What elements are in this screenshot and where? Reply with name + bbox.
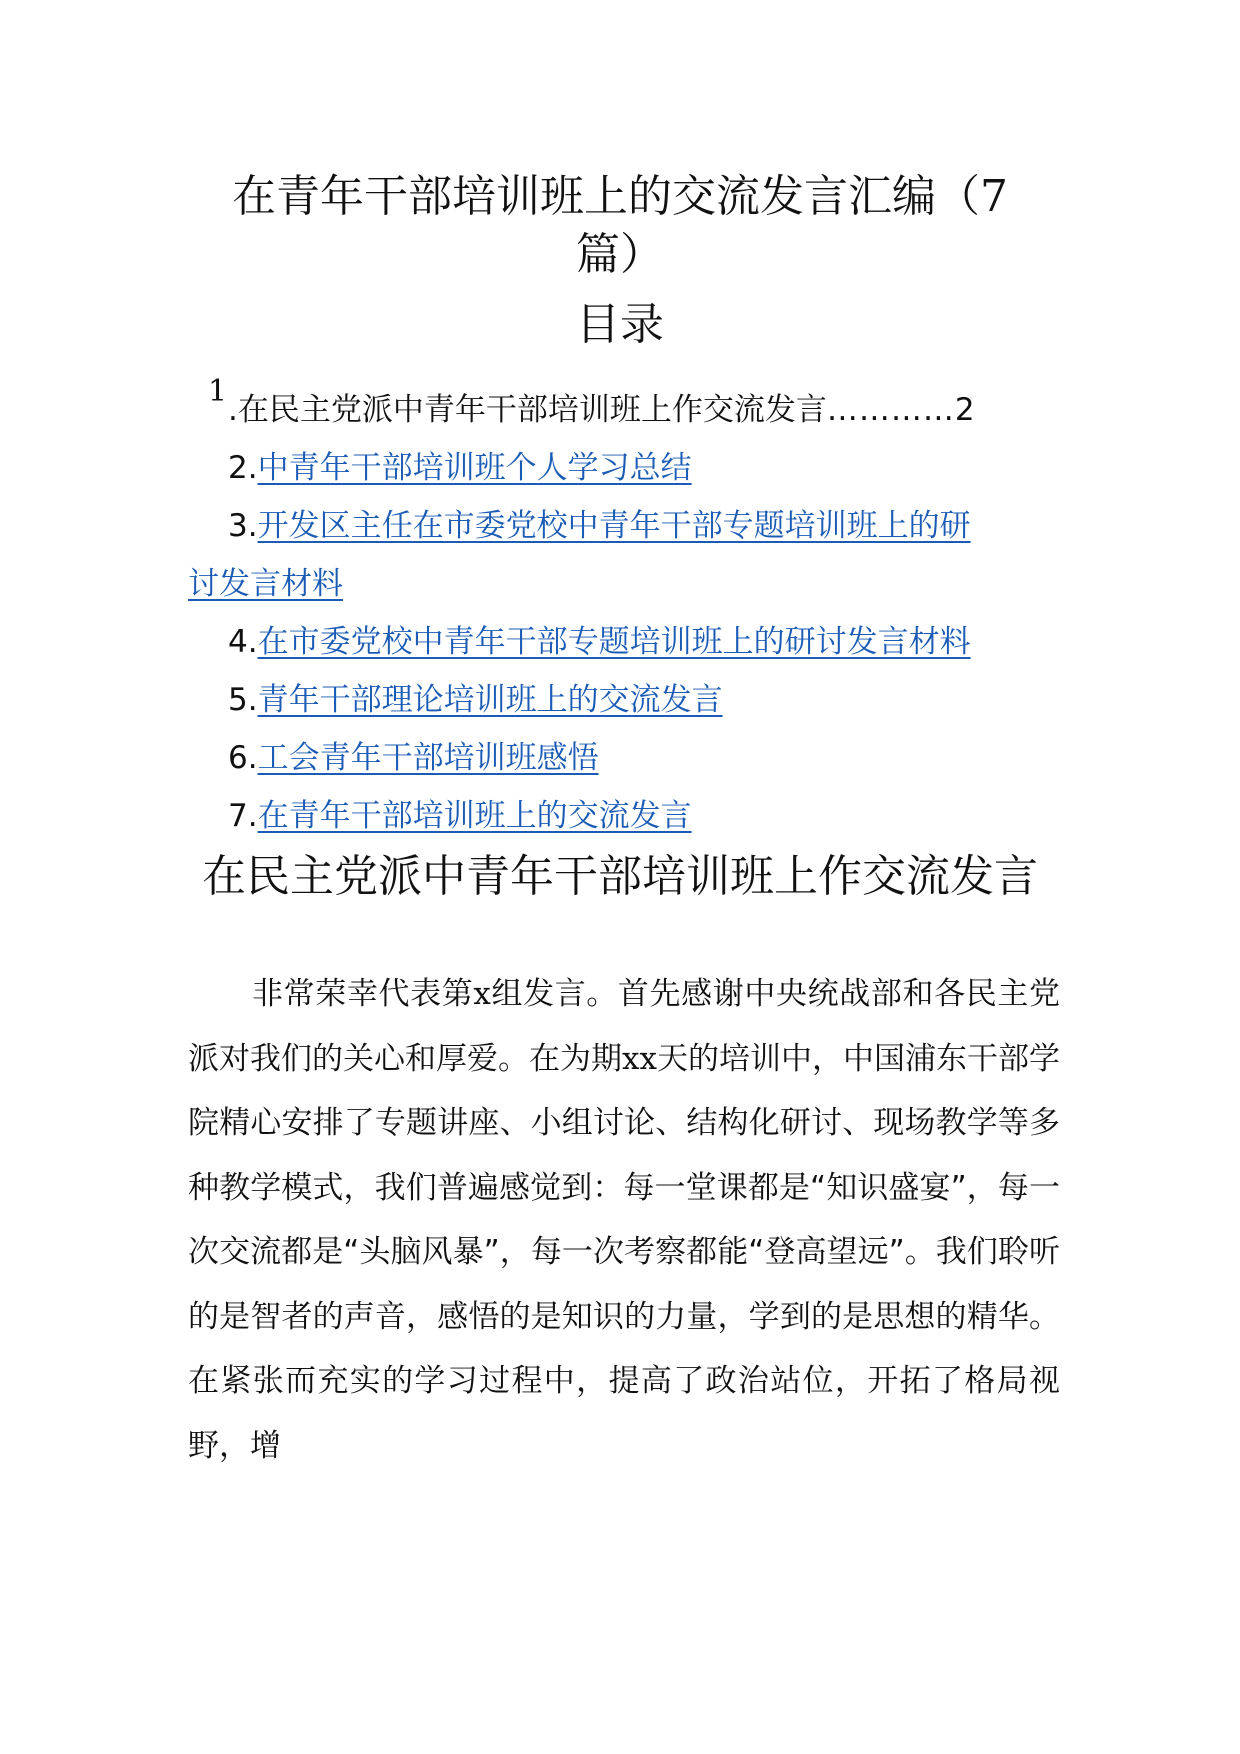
toc-item-2 <box>188 436 1060 500</box>
toc-item-2-number: 2. <box>228 450 258 486</box>
body-text-part3: 天的培训中，中国浦东干部学院精心安排了专题讲座、小组讨论、结构化研讨、现场教学等多种教学模式，我们普遍感觉到：每一堂课都是“知识盛宴”，每一次交流都是“头脑风暴”，每一次考察都能“登高望远”。我们聆听的是智者的声音，感悟的是知识的力量，学到的是思想的精华。在紧张而充实的学习过程中，提高了政治站位，开拓了格局视野，增 <box>188 1040 1060 1464</box>
body-text-part2: 组发言。首先感谢中央统战部和各民主党派对我们的关心和厚爱。在为期 <box>188 976 1060 1077</box>
toc-item-7-number: 7. <box>228 798 258 834</box>
title-text-part2: 篇） <box>576 229 664 280</box>
toc-item-4-link[interactable]: 在市委党校中青年干部专题培训班上的研讨发言材料 <box>257 624 971 660</box>
toc-item-1[interactable] <box>188 378 1060 442</box>
toc-item-4-number: 4. <box>228 624 258 660</box>
toc-item-5 <box>188 668 1060 732</box>
toc-item-1-page: 2 <box>954 392 975 428</box>
toc-item-2-link[interactable]: 中青年干部培训班个人学习总结 <box>257 450 692 486</box>
toc-item-1-text: .在民主党派中青年干部培训班上作交流发言 <box>228 392 827 428</box>
toc-item-3-link[interactable]: 开发区主任在市委党校中青年干部专题培训班上的研 <box>257 508 971 544</box>
toc-item-5-number: 5. <box>228 682 258 718</box>
body-group-number: x <box>473 976 491 1012</box>
body-paragraph <box>188 962 1060 1478</box>
toc-item-1-leader: ………… <box>826 392 955 428</box>
toc-item-3-continued <box>188 552 343 616</box>
toc-item-6 <box>188 726 1060 790</box>
toc-item-7 <box>188 784 1060 848</box>
toc-item-5-link[interactable]: 青年干部理论培训班上的交流发言 <box>257 682 723 718</box>
document-title <box>170 168 1070 284</box>
toc-heading: 目录 <box>576 299 664 350</box>
body-text-part1: 非常荣幸代表第 <box>252 976 474 1012</box>
toc-item-3-number: 3. <box>228 508 258 544</box>
toc-item-3-link-continued[interactable]: 讨发言材料 <box>188 566 343 602</box>
body-days-number: xx <box>622 1040 657 1077</box>
toc-lead-number: 1 <box>208 374 228 409</box>
toc-item-3 <box>188 494 1060 558</box>
toc-item-4 <box>188 610 1060 674</box>
title-text-part1: 在青年干部培训班上的交流发言汇编（ <box>232 171 980 222</box>
toc-item-7-link[interactable]: 在青年干部培训班上的交流发言 <box>257 798 692 834</box>
title-count: 7 <box>980 171 1008 222</box>
section-title: 在民主党派中青年干部培训班上作交流发言 <box>202 851 1038 902</box>
toc-item-6-link[interactable]: 工会青年干部培训班感悟 <box>257 740 599 776</box>
toc-item-6-number: 6. <box>228 740 258 776</box>
